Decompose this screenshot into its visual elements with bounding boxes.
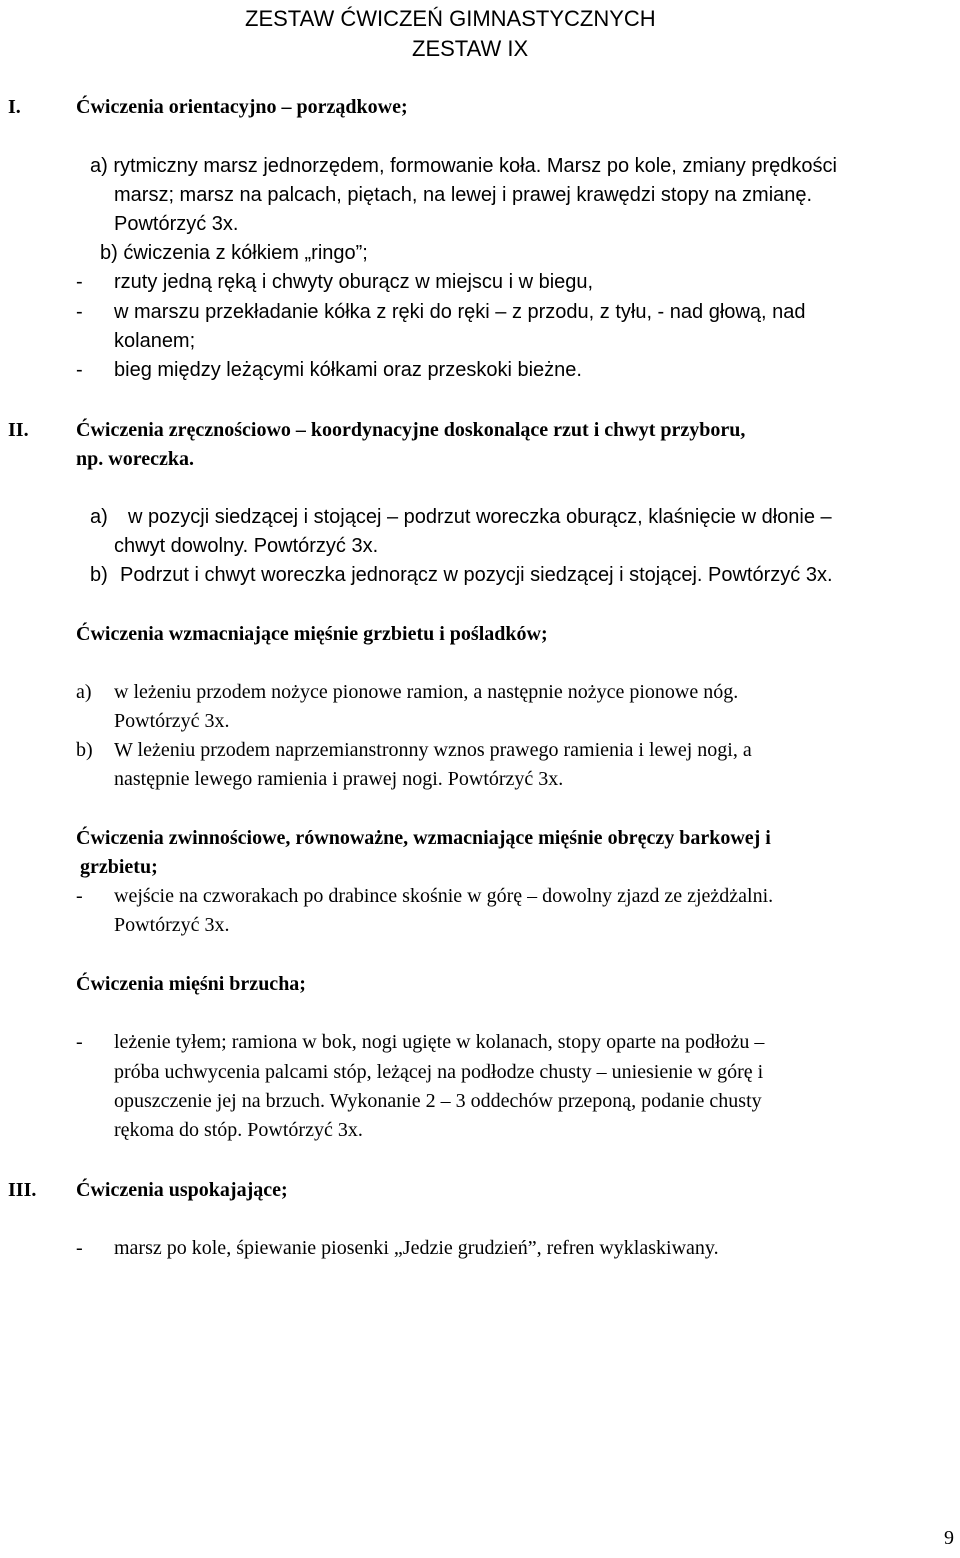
exercise-b-item-2-line-2: kolanem; xyxy=(114,330,196,352)
list-marker-a: a) xyxy=(76,681,92,703)
exercise-item: marsz po kole, śpiewanie piosenki „Jedzie grudzień”, refren wyklaskiwany. xyxy=(114,1237,719,1259)
list-dash: - xyxy=(76,271,83,293)
exercise-item-line-1: leżenie tyłem; ramiona w bok, nogi ugięte w kolanach, stopy oparte na podłożu – xyxy=(114,1031,765,1053)
exercise-item-line-2: próba uchwycenia palcami stóp, leżącej na podłodze chusty – uniesienie w górę i xyxy=(114,1061,764,1083)
section-numeral-1: I. xyxy=(8,96,21,118)
list-dash: - xyxy=(76,1031,83,1053)
exercise-item-line-2: Powtórzyć 3x. xyxy=(114,914,230,936)
section-heading-coordination-line-2: np. woreczka. xyxy=(76,448,194,470)
exercise-b-line: b) ćwiczenia z kółkiem „ringo”; xyxy=(100,242,368,264)
list-dash: - xyxy=(76,885,83,907)
exercise-b-line: Podrzut i chwyt woreczka jednorącz w pozycji siedzącej i stojącej. Powtórzyć 3x. xyxy=(120,564,833,586)
exercise-a-line-1: w leżeniu przodem nożyce pionowe ramion, a następnie nożyce pionowe nóg. xyxy=(114,681,739,703)
section-numeral-3: III. xyxy=(8,1179,37,1201)
section-heading-abdominal: Ćwiczenia mięśni brzucha; xyxy=(76,973,306,995)
section-heading-calming: Ćwiczenia uspokajające; xyxy=(76,1179,288,1201)
section-heading-back-muscles: Ćwiczenia wzmacniające mięśnie grzbietu i pośladków; xyxy=(76,623,548,645)
exercise-b-item-3: bieg między leżącymi kółkami oraz przeskoki bieżne. xyxy=(114,359,582,381)
page-subtitle: ZESTAW IX xyxy=(412,36,529,61)
exercise-item-line-4: rękoma do stóp. Powtórzyć 3x. xyxy=(114,1119,363,1141)
exercise-b-item-1: rzuty jedną ręką i chwyty oburącz w miejscu i w biegu, xyxy=(114,271,594,293)
exercise-a-line-2: marsz; marsz na palcach, piętach, na lewej i prawej krawędzi stopy na zmianę. xyxy=(114,184,813,206)
section-heading-agility-line-1: Ćwiczenia zwinnościowe, równoważne, wzmacniające mięśnie obręczy barkowej i xyxy=(76,827,771,849)
exercise-b-item-2-line-1: w marszu przekładanie kółka z ręki do ręki – z przodu, z tyłu, - nad głową, nad xyxy=(114,301,806,323)
exercise-a-line-1: a) rytmiczny marsz jednorzędem, formowanie koła. Marsz po kole, zmiany prędkości xyxy=(90,155,837,177)
exercise-b-line-2: następnie lewego ramienia i prawej nogi. Powtórzyć 3x. xyxy=(114,768,564,790)
section-heading-orientation: Ćwiczenia orientacyjno – porządkowe; xyxy=(76,96,408,118)
exercise-item-line-3: opuszczenie jej na brzuch. Wykonanie 2 – 3 oddechów przeponą, podanie chusty xyxy=(114,1090,762,1112)
page-number: 9 xyxy=(944,1527,954,1549)
list-marker-a: a) xyxy=(90,506,108,528)
list-dash: - xyxy=(76,359,83,381)
list-marker-b: b) xyxy=(76,739,93,761)
page-title: ZESTAW ĆWICZEŃ GIMNASTYCZNYCH xyxy=(245,6,656,31)
exercise-a-line-2: chwyt dowolny. Powtórzyć 3x. xyxy=(114,535,379,557)
exercise-a-line-1: w pozycji siedzącej i stojącej – podrzut woreczka oburącz, klaśnięcie w dłonie – xyxy=(128,506,832,528)
section-heading-coordination-line-1: Ćwiczenia zręcznościowo – koordynacyjne doskonalące rzut i chwyt przyboru, xyxy=(76,419,746,441)
list-dash: - xyxy=(76,1237,83,1259)
section-heading-agility-line-2: grzbietu; xyxy=(80,856,158,878)
exercise-a-line-3: Powtórzyć 3x. xyxy=(114,213,239,235)
exercise-a-line-2: Powtórzyć 3x. xyxy=(114,710,230,732)
list-marker-b: b) xyxy=(90,564,108,586)
list-dash: - xyxy=(76,301,83,323)
section-numeral-2: II. xyxy=(8,419,29,441)
exercise-b-line-1: W leżeniu przodem naprzemianstronny wznos prawego ramienia i lewej nogi, a xyxy=(114,739,752,761)
exercise-item-line-1: wejście na czworakach po drabince skośnie w górę – dowolny zjazd ze zjeżdżalni. xyxy=(114,885,774,907)
